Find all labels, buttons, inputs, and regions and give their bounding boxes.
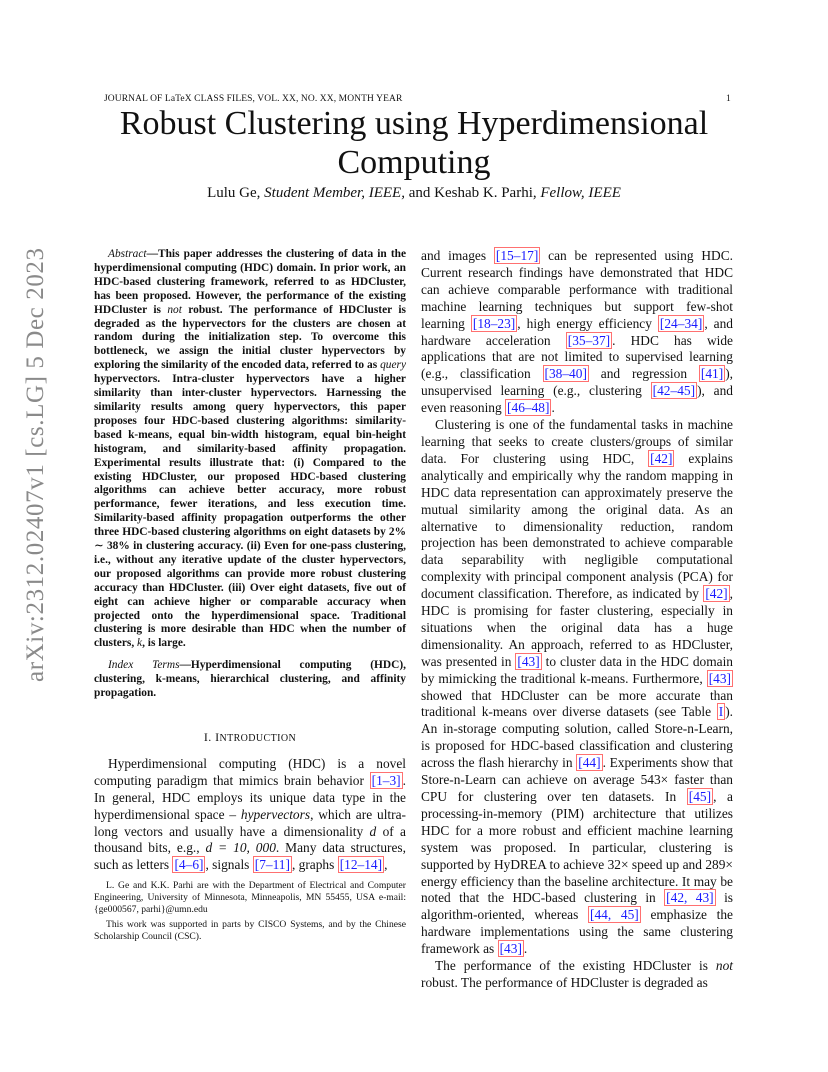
body-text: . Many data structures, such as letters — [94, 840, 406, 873]
running-header: JOURNAL OF LaTeX CLASS FILES, VOL. XX, NO. XX, MONTH YEAR — [104, 94, 403, 104]
citation-link[interactable]: [44] — [578, 755, 601, 771]
body-text: The performance of the existing HDCluster is — [435, 958, 716, 974]
citation-link[interactable]: [43] — [708, 670, 731, 686]
body-text: emphasize the hardware implementations using the same clustering framework as — [421, 907, 733, 957]
right-column — [421, 248, 733, 992]
index-terms-lead: Index Terms — [108, 659, 180, 672]
page-number: 1 — [726, 94, 731, 104]
body-text: ). An in-storage computing solution, called Store-n-Learn, is proposed for HDC-based classification and clustering across the flash hierarchy in — [421, 704, 733, 771]
body-text: Hyperdimensional computing (HDC) is a novel computing paradigm that mimics brain behavior — [94, 755, 406, 788]
index-terms — [94, 659, 406, 701]
section-heading — [94, 729, 406, 748]
body-text: Clustering is one of the fundamental tasks in machine learning that seeks to create clusters/groups of similar data. For clustering using HDC, — [421, 417, 733, 466]
body-math: d — [369, 823, 377, 839]
arxiv-stamp-text: arXiv:2312.02407v1 [cs.LG] 5 Dec 2023 — [22, 247, 49, 682]
footnote-funding: This work was supported in parts by CISCO Systems, and by the Chinese Scholarship Council (CSC). — [94, 919, 406, 942]
abstract-math: k — [137, 637, 143, 650]
citation-link[interactable]: [35–37] — [567, 332, 611, 348]
body-text: robust. The performance of HDCluster is degraded as — [421, 974, 708, 990]
citation-link[interactable]: [18–23] — [472, 315, 516, 331]
arxiv-stamp — [8, 247, 68, 682]
body-math: d = 10, 000 — [205, 840, 276, 856]
body-text: ), unsupervised learning (e.g., clustering — [421, 366, 733, 399]
author-1-role: Student Member, IEEE, — [264, 185, 405, 201]
body-text: , and hardware acceleration — [421, 315, 733, 348]
citation-link[interactable]: [44, 45] — [590, 907, 639, 923]
body-text: . HDC has wide applications that are not limited to supervised learning (e.g., classification — [421, 332, 733, 382]
body-text: , graphs — [291, 857, 338, 873]
author-1: Lulu Ge, — [207, 185, 265, 201]
citation-link[interactable]: [42–45] — [652, 383, 696, 399]
author-line — [104, 185, 724, 202]
citation-link[interactable]: [42, 43] — [666, 890, 714, 906]
section-number: I. — [203, 730, 216, 744]
footnotes — [94, 880, 406, 946]
body-text: , — [384, 857, 388, 873]
section-title-rest: NTRODUCTION — [219, 733, 297, 744]
body-text: to cluster data in the HDC domain by mimicking the traditional k-means. Furthermore, — [421, 653, 733, 686]
abstract-text: —This paper addresses the clustering of data in the hyperdimensional computing (HDC) domain. In prior work, an HDC-based clustering framework, referred to as HDCluster, has been proposed. However, the performance of the existing HDCluster is — [94, 248, 406, 316]
section-title-initial: I — [215, 730, 220, 744]
body-text: , high energy efficiency — [517, 315, 658, 331]
body-text: and images — [421, 248, 494, 263]
body-text: and regression — [588, 366, 699, 382]
citation-link[interactable]: [38–40] — [544, 366, 587, 382]
citation-link[interactable]: [42] — [705, 586, 728, 602]
body-text: . — [523, 941, 528, 957]
body-emph: hypervectors — [240, 806, 311, 822]
body-text: is algorithm-oriented, whereas — [421, 890, 734, 923]
table-link[interactable]: I — [718, 704, 724, 720]
citation-link[interactable]: [12–14] — [339, 857, 383, 873]
citation-link[interactable]: [15–17] — [495, 248, 539, 263]
body-text: , HDC is promising for faster clustering, especially in situations when the original data has a huge dimensionality. An approach, referred to as HDCluster, was presented in — [421, 586, 733, 669]
citation-link[interactable]: [24–34] — [659, 315, 703, 331]
body-text: . — [551, 400, 555, 416]
citation-link[interactable]: [43] — [517, 653, 540, 669]
abstract-text: hypervectors. Intra-cluster hypervectors have a higher similarity than inter-cluster hypervectors. Harnessing the similarity results among query hypervectors, this paper proposes four HDC-based clustering algorithms: similarity-based k-means, equal bin-width histogram, equal bin-height histogram, and similarity-based affinity propagation. Experimental results illustrate that: (i) Compared to the existing HDCluster, our proposed HDC-based clustering algorithms can achieve better accuracy, more robust performance, fewer iterations, and less execution time. Similarity-based affinity propagation outperforms the other three HDC-based clustering algorithms on eight datasets by 2% ∼ 38% in clustering accuracy. (ii) Even for one-pass clustering, i.e., without any iterative update of the cluster hypervectors, our proposed algorithms can provide more robust clustering accuracy than HDCluster. (iii) Over eight datasets, five out of eight can achieve higher or comparable accuracy when projected onto the hyperdimensional space. Traditional clustering is more desirable than HDC when the number of clusters, — [94, 373, 406, 650]
author-2-role: Fellow, IEEE — [540, 185, 621, 201]
body-text: . Experiments show that Store-n-Learn can achieve on average 543× faster than CPU for clustering over ten datasets. In — [421, 755, 734, 804]
author-2: and Keshab K. Parhi, — [404, 185, 541, 201]
citation-link[interactable]: [7–11] — [254, 857, 290, 873]
abstract-text: , is large. — [142, 637, 186, 650]
citation-link[interactable]: [45] — [688, 789, 712, 804]
citation-link[interactable]: [41] — [700, 366, 724, 382]
body-text: , a processing-in-memory (PIM) architecture that utilizes HDC for a more robust and efficient machine learning system was proposed. In particular, clustering is supported by HyDREA to achieve 32× speed up and 289× energy efficiency than the baseline architecture. It may be noted that the HDC-based clustering in — [421, 789, 733, 906]
paper-title: Robust Clustering using Hyperdimensional Computing — [119, 105, 709, 181]
abstract-lead: Abstract — [108, 248, 147, 260]
body-text: . In general, HDC employs its unique data type in the hyperdimensional space – — [94, 772, 406, 822]
abstract — [94, 248, 406, 651]
citation-link[interactable]: [4–6] — [174, 857, 204, 873]
body-text: of a thousand bits, e.g., — [94, 823, 406, 856]
abstract-text: robust. The performance of HDCluster is degraded as the hypervectors for the clusters are chosen at random during the initialization step. To overcome this bottleneck, we assign the initial cluster hypervectors by exploring the similarity of the encoded data, referred to as — [94, 303, 406, 372]
citation-link[interactable]: [1–3] — [371, 772, 401, 788]
footnote-affiliation: L. Ge and K.K. Parhi are with the Department of Electrical and Computer Engineering, University of Minnesota, Minneapolis, MN 55455, USA e-mail: {ge000567, parhi}@umn.edu — [94, 880, 406, 915]
body-text: , which are ultra-long vectors and usually have a dimensionality — [94, 806, 406, 839]
index-terms-text: —Hyperdimensional computing (HDC), clustering, k-means, hierarchical clustering, and affinity propagation. — [94, 659, 406, 700]
intro-body-left — [94, 756, 406, 874]
body-text: ), and even reasoning — [421, 383, 733, 416]
body-emph: not — [715, 958, 733, 974]
abstract-emph: not — [167, 303, 182, 316]
body-text: , signals — [205, 857, 253, 873]
left-column — [94, 248, 406, 874]
citation-link[interactable]: [42] — [650, 450, 673, 466]
body-text: showed that HDCluster can be more accurate than traditional k-means over diverse datasets (see Table — [421, 687, 733, 720]
abstract-emph: query — [380, 359, 406, 372]
citation-link[interactable]: [46–48] — [507, 400, 550, 416]
body-text: explains analytically and empirically why the random mapping in HDC data representation can approximately preserve the mutual similarity among the original data. As an alternative to dimensionality reduction, random projection has been demonstrated to achieve comparable data separability with negligible computational complexity with principal component analysis (PCA) for document classification. Therefore, as indicated by — [421, 450, 733, 602]
citation-link[interactable]: [43] — [499, 941, 522, 957]
body-text: can be represented using HDC. Current research findings have demonstrated that HDC can achieve comparable performance with traditional machine learning techniques but support few-shot learning — [421, 248, 733, 331]
